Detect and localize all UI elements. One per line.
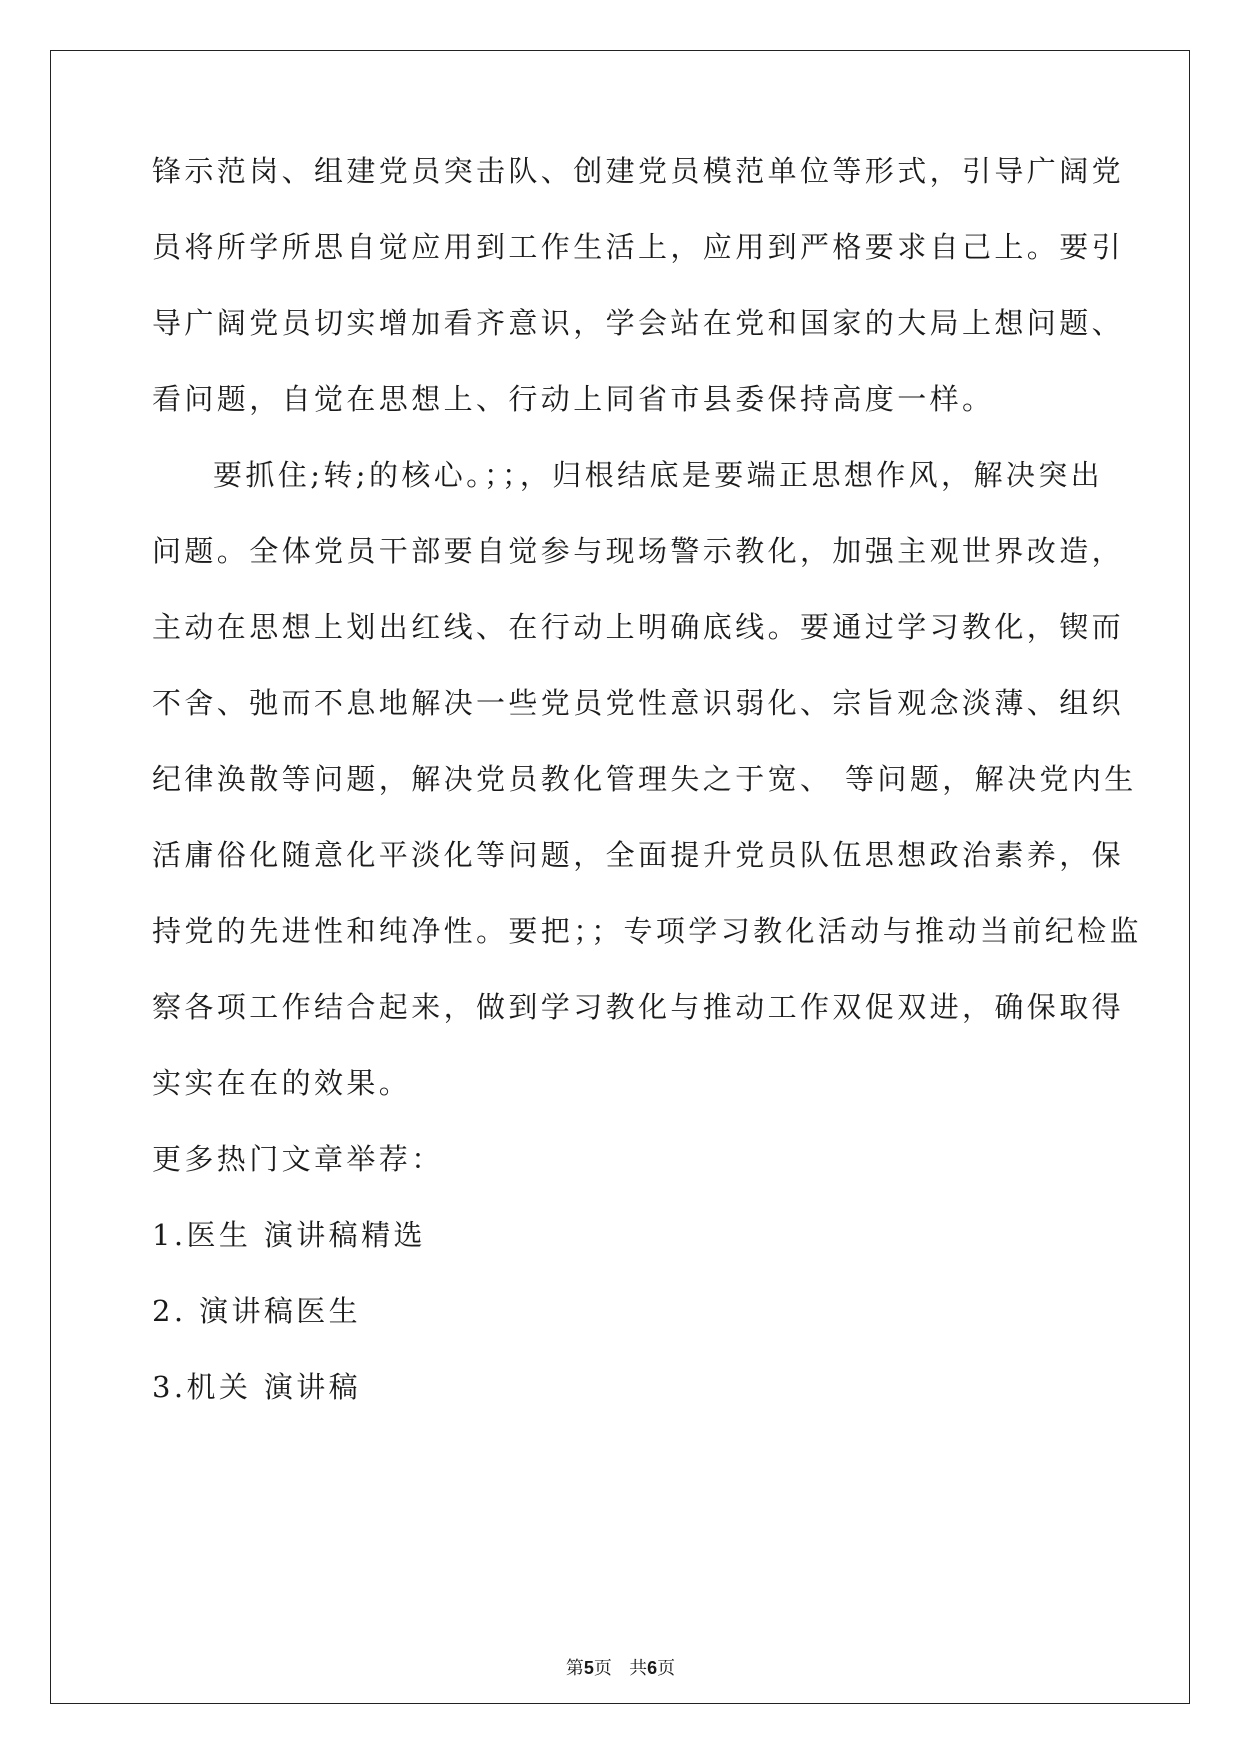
paragraph-line: 问题。全体党员干部要自觉参与现场警示教化，加强主观世界改造， <box>152 534 1125 568</box>
paragraph-line: 持党的先进性和纯净性。要把；；专项学习教化活动与推动当前纪检监 <box>152 914 1142 948</box>
recommend-link[interactable]: 3.机关 演讲稿 <box>152 1370 362 1404</box>
paragraph-line: 要抓住;转;的核心。；；，归根结底是要端正思想作风，解决突出 <box>213 458 1104 492</box>
total-pages-number: 6 <box>647 1658 658 1678</box>
paragraph-line: 员将所学所思自觉应用到工作生活上，应用到严格要求自己上。要引 <box>152 230 1125 264</box>
paragraph-line: 实实在在的效果。 <box>152 1066 412 1100</box>
paragraph-line: 纪律涣散等问题，解决党员教化管理失之于宽、 等问题，解决党内生 <box>152 762 1137 796</box>
paragraph-line: 活庸俗化随意化平淡化等问题，全面提升党员队伍思想政治素养，保 <box>152 838 1125 872</box>
footer-suffix: 页 <box>657 1658 676 1679</box>
recommend-link[interactable]: 1.医生 演讲稿精选 <box>152 1218 426 1252</box>
page-frame <box>50 50 1190 1704</box>
footer-prefix: 第 <box>565 1658 584 1679</box>
recommend-heading: 更多热门文章举荐： <box>152 1142 444 1176</box>
page-footer <box>0 1656 1241 1681</box>
paragraph-line: 导广阔党员切实增加看齐意识，学会站在党和国家的大局上想问题、 <box>152 306 1125 340</box>
paragraph-line: 锋示范岗、组建党员突击队、创建党员模范单位等形式，引导广阔党 <box>152 154 1125 188</box>
paragraph-line: 察各项工作结合起来，做到学习教化与推动工作双促双进，确保取得 <box>152 990 1125 1024</box>
footer-middle: 页 共 <box>593 1658 648 1679</box>
current-page-number: 5 <box>583 1658 594 1678</box>
paragraph-line: 不舍、弛而不息地解决一些党员党性意识弱化、宗旨观念淡薄、组织 <box>152 686 1125 720</box>
paragraph-line: 看问题，自觉在思想上、行动上同省市县委保持高度一样。 <box>152 382 995 416</box>
paragraph-line: 主动在思想上划出红线、在行动上明确底线。要通过学习教化，锲而 <box>152 610 1125 644</box>
recommend-link[interactable]: 2. 演讲稿医生 <box>152 1294 362 1328</box>
